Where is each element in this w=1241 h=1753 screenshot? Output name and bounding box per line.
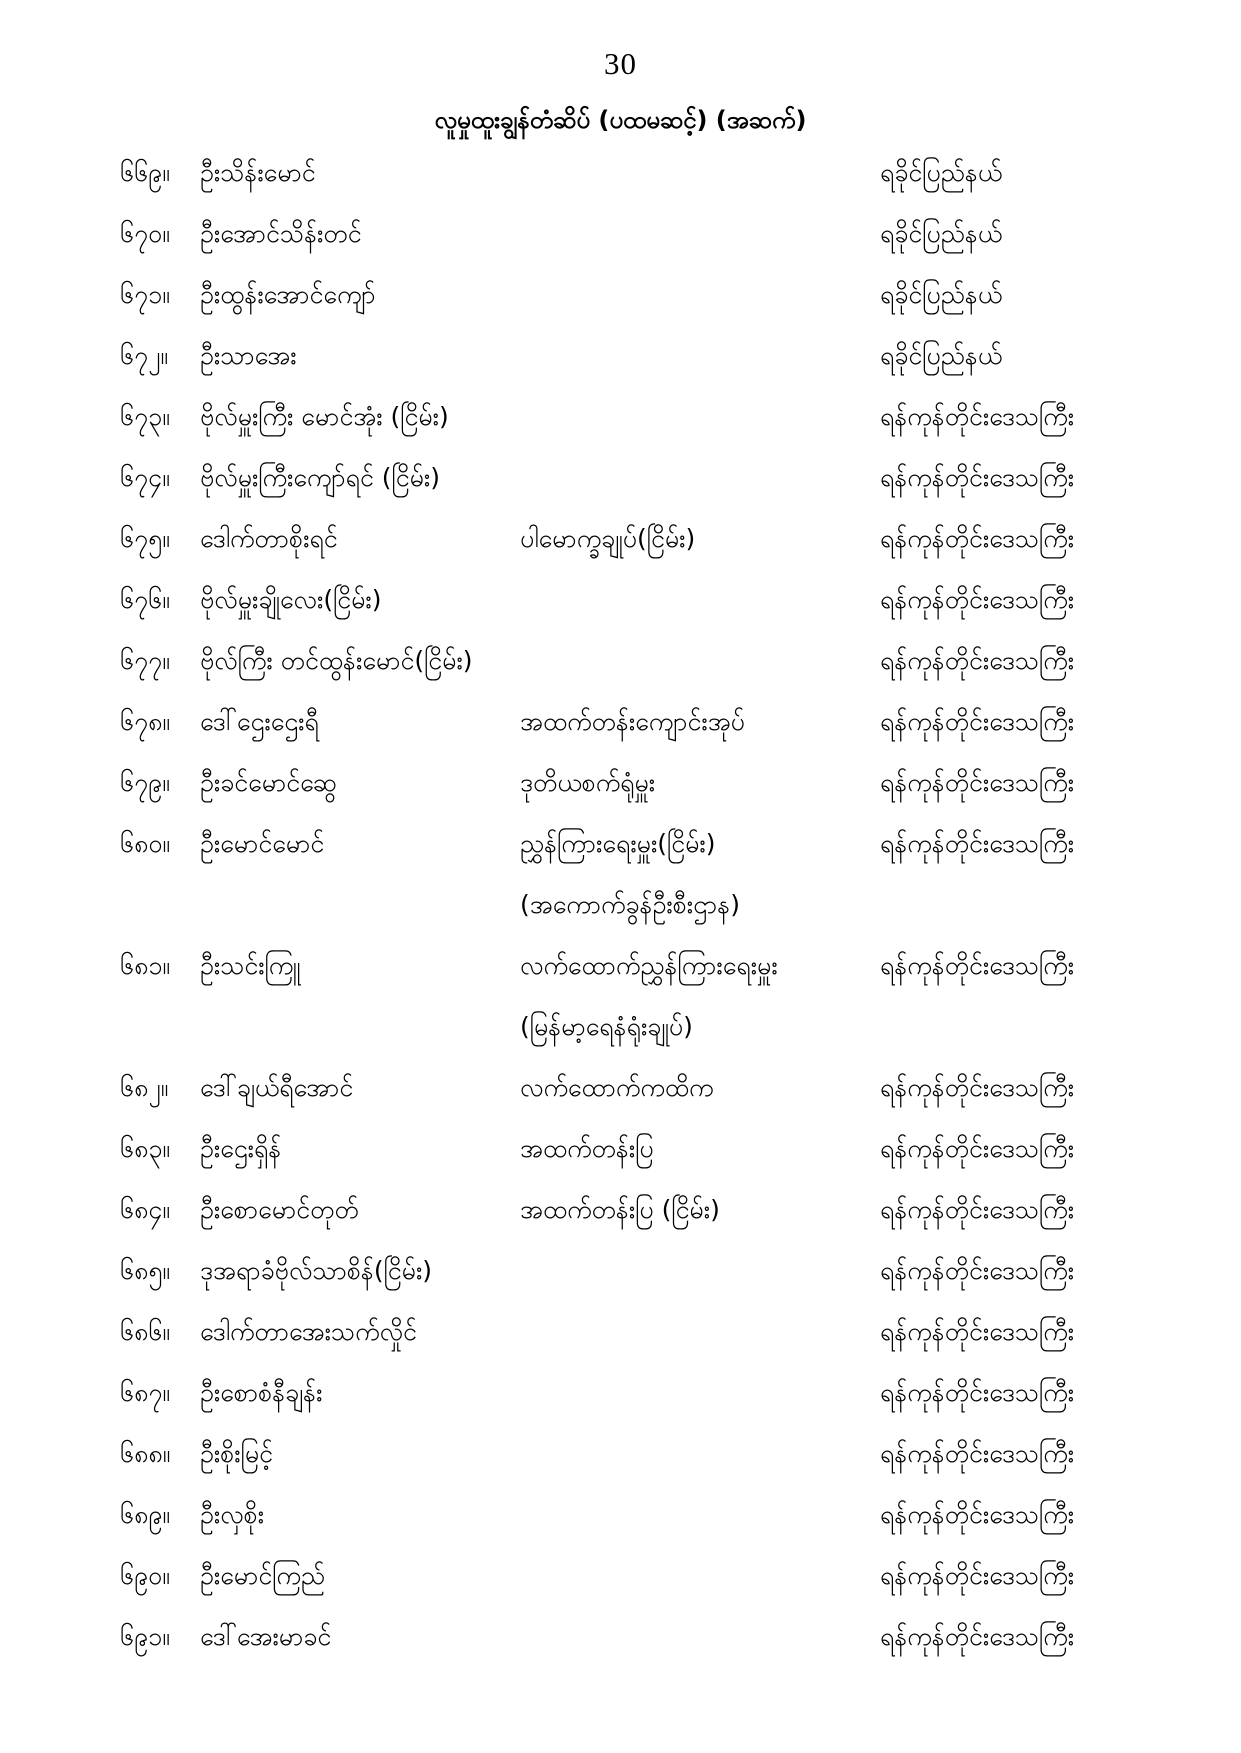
table-row xyxy=(0,1118,1241,1179)
entry-number: ၆၈၉။ xyxy=(120,1500,170,1529)
entry-name: ဦးသာအေး xyxy=(200,341,297,370)
table-row xyxy=(0,1545,1241,1606)
entry-region: ရန်ကုန်တိုင်းဒေသကြီး xyxy=(880,768,1075,797)
table-row xyxy=(0,203,1241,264)
entry-number: ၆၇၅။ xyxy=(120,524,170,553)
entry-region: ရခိုင်ပြည်နယ် xyxy=(880,341,1003,370)
entry-region: ရန်ကုန်တိုင်းဒေသကြီး xyxy=(880,1195,1075,1224)
entry-region: ရခိုင်ပြည်နယ် xyxy=(880,158,1003,187)
page-title: လူမှုထူးချွန်တံဆိပ် (ပထမဆင့်) (အဆက်) xyxy=(434,106,807,134)
entry-position-line2: (အကောက်ခွန်ဦးစီးဌာန) xyxy=(520,890,740,919)
entry-name: ဦးသိန်းမောင် xyxy=(200,158,316,187)
entry-name: ဗိုလ်မှူးကြီး မောင်အုံး (ငြိမ်း) xyxy=(200,402,449,431)
table-row xyxy=(0,325,1241,386)
entry-name: ဦးမောင်မောင် xyxy=(200,829,325,858)
entry-position-line2: (မြန်မာ့ရေနံရုံးချုပ်) xyxy=(520,1012,693,1041)
entry-name: ဦးစောမောင်တုတ် xyxy=(200,1195,359,1224)
entry-position-line1: လက်ထောက်ကထိက xyxy=(520,1073,714,1102)
table-row xyxy=(0,630,1241,691)
entry-number: ၆၇၂။ xyxy=(120,341,168,370)
entry-position-line1: အထက်တန်းပြ (ငြိမ်း) xyxy=(520,1195,720,1224)
entry-number: ၆၈၂။ xyxy=(120,1073,169,1102)
entry-name: ဒေါ်ဌေးဌေးရီ xyxy=(200,707,319,736)
table-row xyxy=(0,386,1241,447)
table-row xyxy=(0,1484,1241,1545)
entry-region: ရန်ကုန်တိုင်းဒေသကြီး xyxy=(880,1134,1075,1163)
entry-number: ၆၈၆။ xyxy=(120,1317,170,1346)
page-number: 30 xyxy=(604,46,637,81)
table-row xyxy=(0,691,1241,752)
entry-number: ၆၇၈။ xyxy=(120,707,170,736)
entry-region: ရန်ကုန်တိုင်းဒေသကြီး xyxy=(880,951,1075,980)
entry-region: ရခိုင်ပြည်နယ် xyxy=(880,219,1003,248)
entry-name: ဦးမောင်ကြည် xyxy=(200,1561,326,1590)
entry-name: ဦးထွန်းအောင်ကျော် xyxy=(200,280,376,309)
entry-number: ၆၆၉။ xyxy=(120,158,170,187)
table-row xyxy=(0,508,1241,569)
entry-name: ဒေါက်တာအေးသက်လှိုင် xyxy=(200,1317,417,1346)
recipient-list xyxy=(0,142,1241,1667)
entry-number: ၆၇၃။ xyxy=(120,402,170,431)
entry-number: ၆၈၄။ xyxy=(120,1195,170,1224)
entry-region: ရန်ကုန်တိုင်းဒေသကြီး xyxy=(880,585,1075,614)
entry-position xyxy=(520,1118,880,1179)
entry-region: ရန်ကုန်တိုင်းဒေသကြီး xyxy=(880,646,1075,675)
entry-number: ၆၇၇။ xyxy=(120,646,170,675)
table-row xyxy=(0,813,1241,935)
entry-region: ရန်ကုန်တိုင်းဒေသကြီး xyxy=(880,1500,1075,1529)
entry-name: ဗိုလ်ကြီး တင်ထွန်းမောင်(ငြိမ်း) xyxy=(200,646,473,675)
entry-position xyxy=(520,1179,880,1240)
entry-region: ရန်ကုန်တိုင်းဒေသကြီး xyxy=(880,402,1075,431)
entry-number: ၆၇၀။ xyxy=(120,219,170,248)
entry-number: ၆၈၃။ xyxy=(120,1134,170,1163)
entry-position xyxy=(520,752,880,813)
entry-position-line1: ပါမောက္ခချုပ်(ငြိမ်း) xyxy=(520,524,696,553)
entry-position xyxy=(520,691,880,752)
entry-region: ရန်ကုန်တိုင်းဒေသကြီး xyxy=(880,1256,1075,1285)
entry-region: ရန်ကုန်တိုင်းဒေသကြီး xyxy=(880,1317,1075,1346)
entry-region: ရန်ကုန်တိုင်းဒေသကြီး xyxy=(880,707,1075,736)
entry-region: ရခိုင်ပြည်နယ် xyxy=(880,280,1003,309)
entry-region: ရန်ကုန်တိုင်းဒေသကြီး xyxy=(880,829,1075,858)
entry-position xyxy=(520,813,880,935)
entry-position-line1: လက်ထောက်ညွှန်ကြားရေးမှူး xyxy=(520,951,778,980)
entry-position xyxy=(520,1057,880,1118)
table-row xyxy=(0,1057,1241,1118)
table-row xyxy=(0,569,1241,630)
entry-position xyxy=(520,508,880,569)
table-row xyxy=(0,752,1241,813)
entry-name: ဦးသင်းကြူ xyxy=(200,951,301,980)
entry-number: ၆၈၅။ xyxy=(120,1256,170,1285)
table-row xyxy=(0,1423,1241,1484)
entry-position-line1: ဒုတိယစက်ရုံမှူး xyxy=(520,768,656,797)
table-row xyxy=(0,1362,1241,1423)
entry-position-line1: အထက်တန်းကျောင်းအုပ် xyxy=(520,707,745,736)
entry-name: ဒေါက်တာစိုးရင် xyxy=(200,524,338,553)
entry-name: ဒေါ်အေးမာခင် xyxy=(200,1622,332,1651)
entry-number: ၆၉၁။ xyxy=(120,1622,170,1651)
table-row xyxy=(0,1606,1241,1667)
entry-name: ဒေါ်ချယ်ရီအောင် xyxy=(200,1073,354,1102)
entry-number: ၆၇၁။ xyxy=(120,280,170,309)
entry-region: ရန်ကုန်တိုင်းဒေသကြီး xyxy=(880,1561,1075,1590)
entry-position-line1: ညွှန်ကြားရေးမှူး(ငြိမ်း) xyxy=(520,829,716,858)
entry-position xyxy=(520,935,880,1057)
entry-region: ရန်ကုန်တိုင်းဒေသကြီး xyxy=(880,1378,1075,1407)
entry-position-line1: အထက်တန်းပြ xyxy=(520,1134,654,1163)
entry-name: ဗိုလ်မှူးချိုလေး(ငြိမ်း) xyxy=(200,585,382,614)
entry-name: ဦးခင်မောင်ဆွေ xyxy=(200,768,337,797)
entry-region: ရန်ကုန်တိုင်းဒေသကြီး xyxy=(880,524,1075,553)
entry-number: ၆၈၀။ xyxy=(120,829,170,858)
entry-name: ဦးစိုးမြင့် xyxy=(200,1439,273,1468)
entry-region: ရန်ကုန်တိုင်းဒေသကြီး xyxy=(880,1622,1075,1651)
entry-name: ဦးစောစံနီချန်း xyxy=(200,1378,323,1407)
entry-region: ရန်ကုန်တိုင်းဒေသကြီး xyxy=(880,1073,1075,1102)
entry-number: ၆၉၀။ xyxy=(120,1561,170,1590)
entry-number: ၆၈၁။ xyxy=(120,951,170,980)
entry-name: ဗိုလ်မှူးကြီးကျော်ရင် (ငြိမ်း) xyxy=(200,463,441,492)
entry-name: ဦးအောင်သိန်းတင် xyxy=(200,219,362,248)
table-row xyxy=(0,447,1241,508)
table-row xyxy=(0,264,1241,325)
table-row xyxy=(0,1179,1241,1240)
entry-number: ၆၇၄။ xyxy=(120,463,170,492)
entry-name: ဦးလှစိုး xyxy=(200,1500,265,1529)
table-row xyxy=(0,935,1241,1057)
entry-name: ဦးဌေးရှိန် xyxy=(200,1134,282,1163)
entry-number: ၆၇၆။ xyxy=(120,585,170,614)
entry-region: ရန်ကုန်တိုင်းဒေသကြီး xyxy=(880,1439,1075,1468)
entry-number: ၆၈၈။ xyxy=(120,1439,171,1468)
entry-name: ဒုအရာခံဗိုလ်သာစိန်(ငြိမ်း) xyxy=(200,1256,433,1285)
entry-number: ၆၇၉။ xyxy=(120,768,170,797)
table-row xyxy=(0,1301,1241,1362)
table-row xyxy=(0,1240,1241,1301)
entry-number: ၆၈၇။ xyxy=(120,1378,170,1407)
table-row xyxy=(0,142,1241,203)
entry-region: ရန်ကုန်တိုင်းဒေသကြီး xyxy=(880,463,1075,492)
